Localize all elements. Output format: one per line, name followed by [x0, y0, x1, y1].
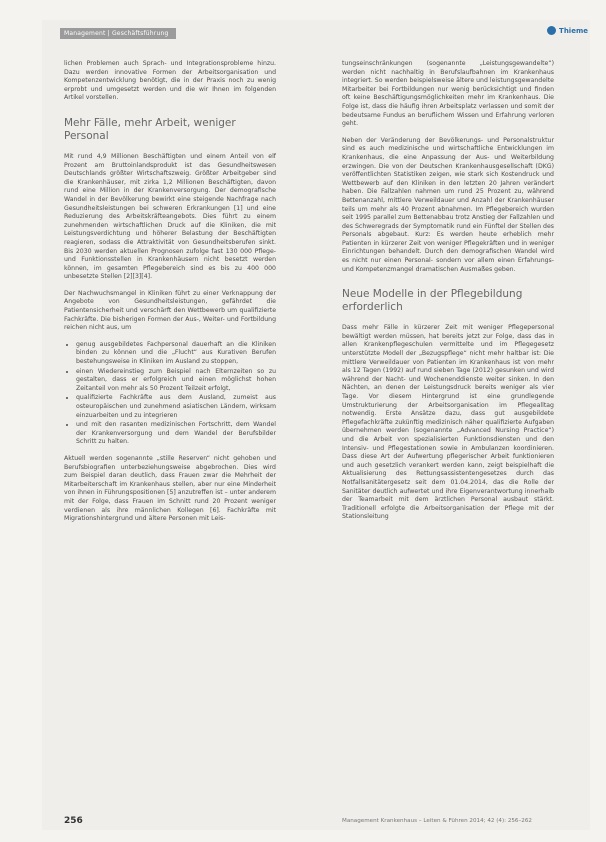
body-paragraph: Der Nachwuchsmangel in Kliniken führt zu einer Verknappung der Angebote von Gesundheitsleistungen, gefährdet die Patientensicherheit und verschärft den Wettbewerb um qualifizierte Fachkräfte. Die bisherigen Formen der Aus-, Weiter- und Fortbildung reichen nicht aus, um	[64, 289, 276, 332]
body-paragraph: Dass mehr Fälle in kürzerer Zeit mit weniger Pflegepersonal bewältigt werden müssen, hat bereits jetzt zur Folge, dass das in allen Krankenpflegeschulen vermittelte und im Pflegegesetz unterstützte Modell der „Bezugspflege“ nicht mehr haltbar ist: Die mittlere Verweildauer von Patienten im Krankenhaus ist von mehr als 12 Tagen (1992) auf rund sieben Tage (2012) gesunken und wird während der Nacht- und Wochenenddienste weiter sinken. In den Nächten, an denen der Leistungsdruck bereits weniger als vier Tage. Vor diesem Hintergrund ist eine grundlegende Umstrukturierung der Arbeitsorganisation im Pflegealltag notwendig. Erste Ansätze dazu, dass gut ausgebildete Pflegefachkräfte zukünftig medizinisch näher qualifizierte Aufgaben übernehmen werden (sogenannte „Advanced Nursing Practice“) und die Arbeit von spezialisierten Funktionsdiensten und den Intensiv- und Pflegestationen sowie in Ambulanzen koordinieren. Dass diese Art der Aufwertung pflegerischer Arbeit funktionieren und auch gesetzlich verankert werden kann, zeigt beispielhaft die Aktualisierung des Rettungsassistentengesetzes durch das Notfallsanitätergesetz seit dem 01.04.2014, das die Rolle der Sanitäter deutlich aufwertet und ihre Eigenverantwortung innerhalb der Teamarbeit mit dem ärztlichen Personal ausbaut stärkt. Traditionell erfolgte die Arbeitsorganisation der Pflege mit der Stationsleitung	[342, 324, 554, 521]
left-column	[64, 60, 276, 532]
bullet-item: • einen Wiedereinstieg zum Beispiel nach Elternzeiten so zu gestalten, dass er erfolgreich und einen möglichst hohen Zeitanteil von mehr als 50 Prozent Teilzeit erfolgt,	[76, 368, 276, 394]
body-paragraph: Mit rund 4,9 Millionen Beschäftigten und einem Anteil von elf Prozent am Bruttoinlandsprodukt ist das Gesundheitswesen Deutschlands größter Wirtschaftszweig. Größter Arbeitgeber sind die Krankenhäuser, mit zirka 1,2 Millionen Beschäftigten, davon rund eine Million in der Krankenversorgung. Der demografische Wandel in der Bevölkerung bewirkt eine steigende Nachfrage nach Gesundheitsleistungen bei schweren Erkrankungen [1] und eine Reduzierung des Arbeitskräfteangebots. Dies führt zu einem zunehmenden wirtschaftlichen Druck auf die Kliniken, die mit Leistungsverdichtung und höherer Belastung der Beschäftigten reagieren, sodass die Attraktivität von Gesundheitsberufen sinkt. Bis 2030 werden aktuellen Prognosen zufolge fast 130 000 Pflege- und Funktionsstellen in Krankenhäusern nicht besetzt werden können, im gesamten Pflegebereich sind es bis zu 400 000 unbesetzte Stellen [2][3][4].	[64, 152, 276, 281]
publisher-name: Thieme	[559, 26, 588, 35]
body-paragraph: Neben der Veränderung der Bevölkerungs- und Personalstruktur sind es auch medizinische und wirtschaftliche Entwicklungen im Krankenhaus, die eine Anpassung der Aus- und Weiterbildung erzwingen. Die von der Deutschen Krankenhausgesellschaft (DKG) veröffentlichten Statistiken zeigen, wie stark sich Kostendruck und Wettbewerb auf den Kliniken in den letzten 20 Jahren verändert haben. Die Fallzahlen nahmen um rund 25 Prozent zu, während Bettenanzahl, mittlere Verweildauer und Anzahl der Krankenhäuser teils um mehr als 40 Prozent abnahmen. Im Pflegebereich wurden seit 1995 parallel zum Bettenabbau trotz Anstieg der Fallzahlen und des Schweregrads der Symptomatik rund ein Fünftel der Stellen des Personals abgebaut. Kurz: Es werden heute erheblich mehr Patienten in kürzerer Zeit von weniger Pflegekräften und in weniger Einrichtungen behandelt. Durch den demografischen Wandel wird es nicht nur einen Personal- sondern vor allem einen Erfahrungs- und Kompetenzmangel dramatischen Ausmaßes geben.	[342, 136, 554, 273]
bullet-item: • und mit den rasanten medizinischen Fortschritt, dem Wandel der Krankenversorgung und dem Wandel der Berufsbilder Schritt zu halten.	[76, 421, 276, 447]
publisher-logo	[547, 26, 588, 35]
bullet-list	[64, 341, 276, 447]
intro-paragraph: lichen Problemen auch Sprach- und Integrationsprobleme hinzu. Dazu werden innovative Formen der Arbeitsorganisation und Kompetenzentwicklung benötigt, die in der Praxis noch zu wenig erprobt und umgesetzt werden und die wir Ihnen im folgenden Artikel vorstellen.	[64, 60, 276, 102]
section-tab: Management | Geschäftsführung	[60, 28, 176, 39]
body-paragraph: tungseinschränkungen (sogenannte „Leistungsgewandelte“) werden nicht nachhaltig in Berufslaufbahnen im Krankenhaus integriert. So werden beispielsweise ältere und leistungsgewandelte Mitarbeiter bei Fortbildungen nur wenig berücksichtigt und finden oft keine Beschäftigungsmöglichkeiten mehr im Krankenhaus. Die Folge ist, dass die häufig ihren Arbeitsplatz verlassen und somit der bedeutsame Fundus an beruflichem Wissen und Erfahrung verloren geht.	[342, 60, 554, 128]
bullet-item: • qualifizierte Fachkräfte aus dem Ausland, zumeist aus osteuropäischen und zunehmend asiatischen Ländern, wirksam einzuarbeiten und zu integrieren	[76, 394, 276, 420]
right-column	[342, 60, 554, 530]
body-paragraph: Aktuell werden sogenannte „stille Reserven“ nicht gehoben und Berufsbiografien unterbeziehungsweise abgebrochen. Dies wird zum Beispiel daran deutlich, dass Frauen zwar die Mehrheit der Mitarbeiterschaft im Krankenhaus stellen, aber nur eine Minderheit von ihnen in Führungspositionen [5] anzutreffen ist – unter anderem mit der Folge, dass Frauen im Schnitt rund 20 Prozent weniger verdienen als ihre männlichen Kollegen [6]. Fachkräfte mit Migrationshintergrund und ältere Personen mit Leis-	[64, 454, 276, 523]
thieme-logo-icon	[547, 26, 556, 35]
section-heading: Neue Modelle in der Pflegebildung erforderlich	[342, 288, 523, 314]
document-page	[42, 20, 590, 830]
journal-citation: Management Krankenhaus – Leiten & Führen 2014; 42 (4): 256–262	[342, 818, 532, 824]
section-heading: Mehr Fälle, mehr Arbeit, weniger Personal	[64, 116, 236, 142]
page-number: 256	[64, 816, 83, 826]
bullet-item: • genug ausgebildetes Fachpersonal dauerhaft an die Kliniken binden zu können und die „Flucht“ aus Kurativen Berufen bestehungsweise in Kliniken im Ausland zu stoppen,	[76, 341, 276, 367]
